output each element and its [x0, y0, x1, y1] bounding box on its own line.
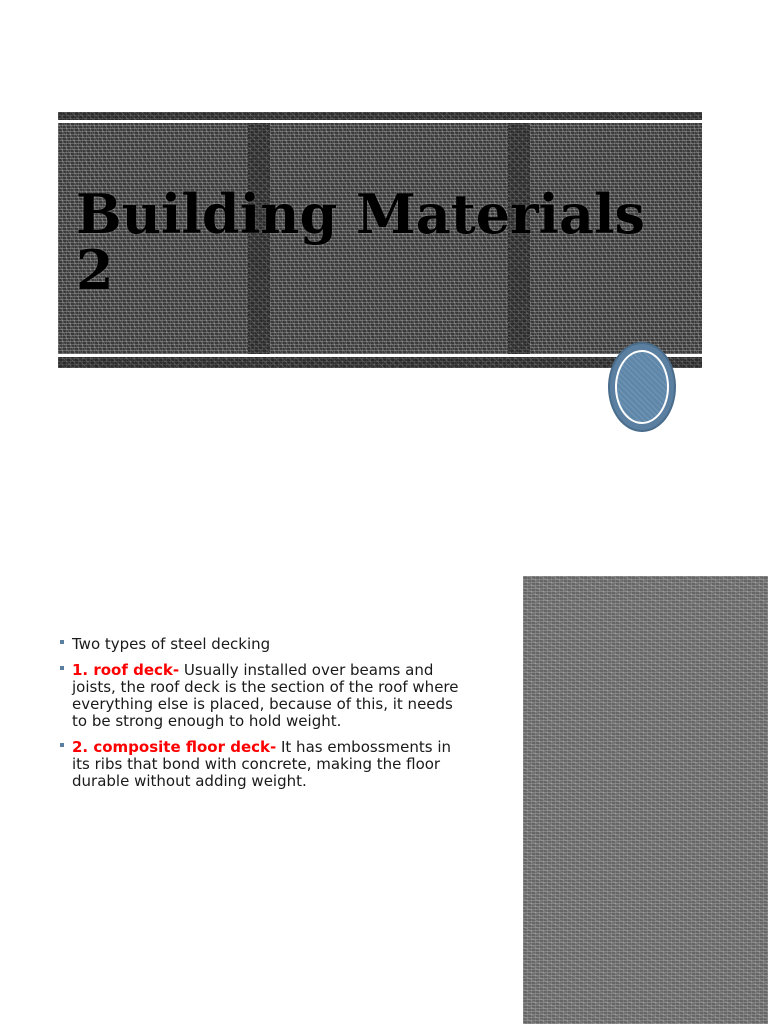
bullet-text: Two types of steel decking — [72, 635, 271, 653]
side-texture-panel — [523, 576, 768, 1024]
bullet-icon — [60, 640, 64, 644]
banner-stripe-bottom — [58, 354, 702, 357]
slide-title: Building Materials 2 — [76, 182, 645, 302]
list-item — [58, 739, 468, 790]
bullet-icon — [60, 666, 64, 670]
bullet-icon — [60, 743, 64, 747]
oval-badge-icon — [608, 342, 676, 432]
list-item — [58, 636, 468, 653]
oval-badge-inner — [615, 350, 669, 424]
bullet-list — [58, 636, 468, 799]
bullet-term: 1. roof deck- — [72, 661, 180, 679]
bullet-text: Usually installed over beams and joists, the roof deck is the section of the roof where everything else is placed, because of this, it needs to be strong enough to hold weight. — [72, 661, 459, 730]
bullet-term: 2. composite floor deck- — [72, 738, 277, 756]
list-item — [58, 662, 468, 730]
bullet-text: It has embossments in its ribs that bond with concrete, making the floor durable without adding weight. — [72, 738, 451, 790]
